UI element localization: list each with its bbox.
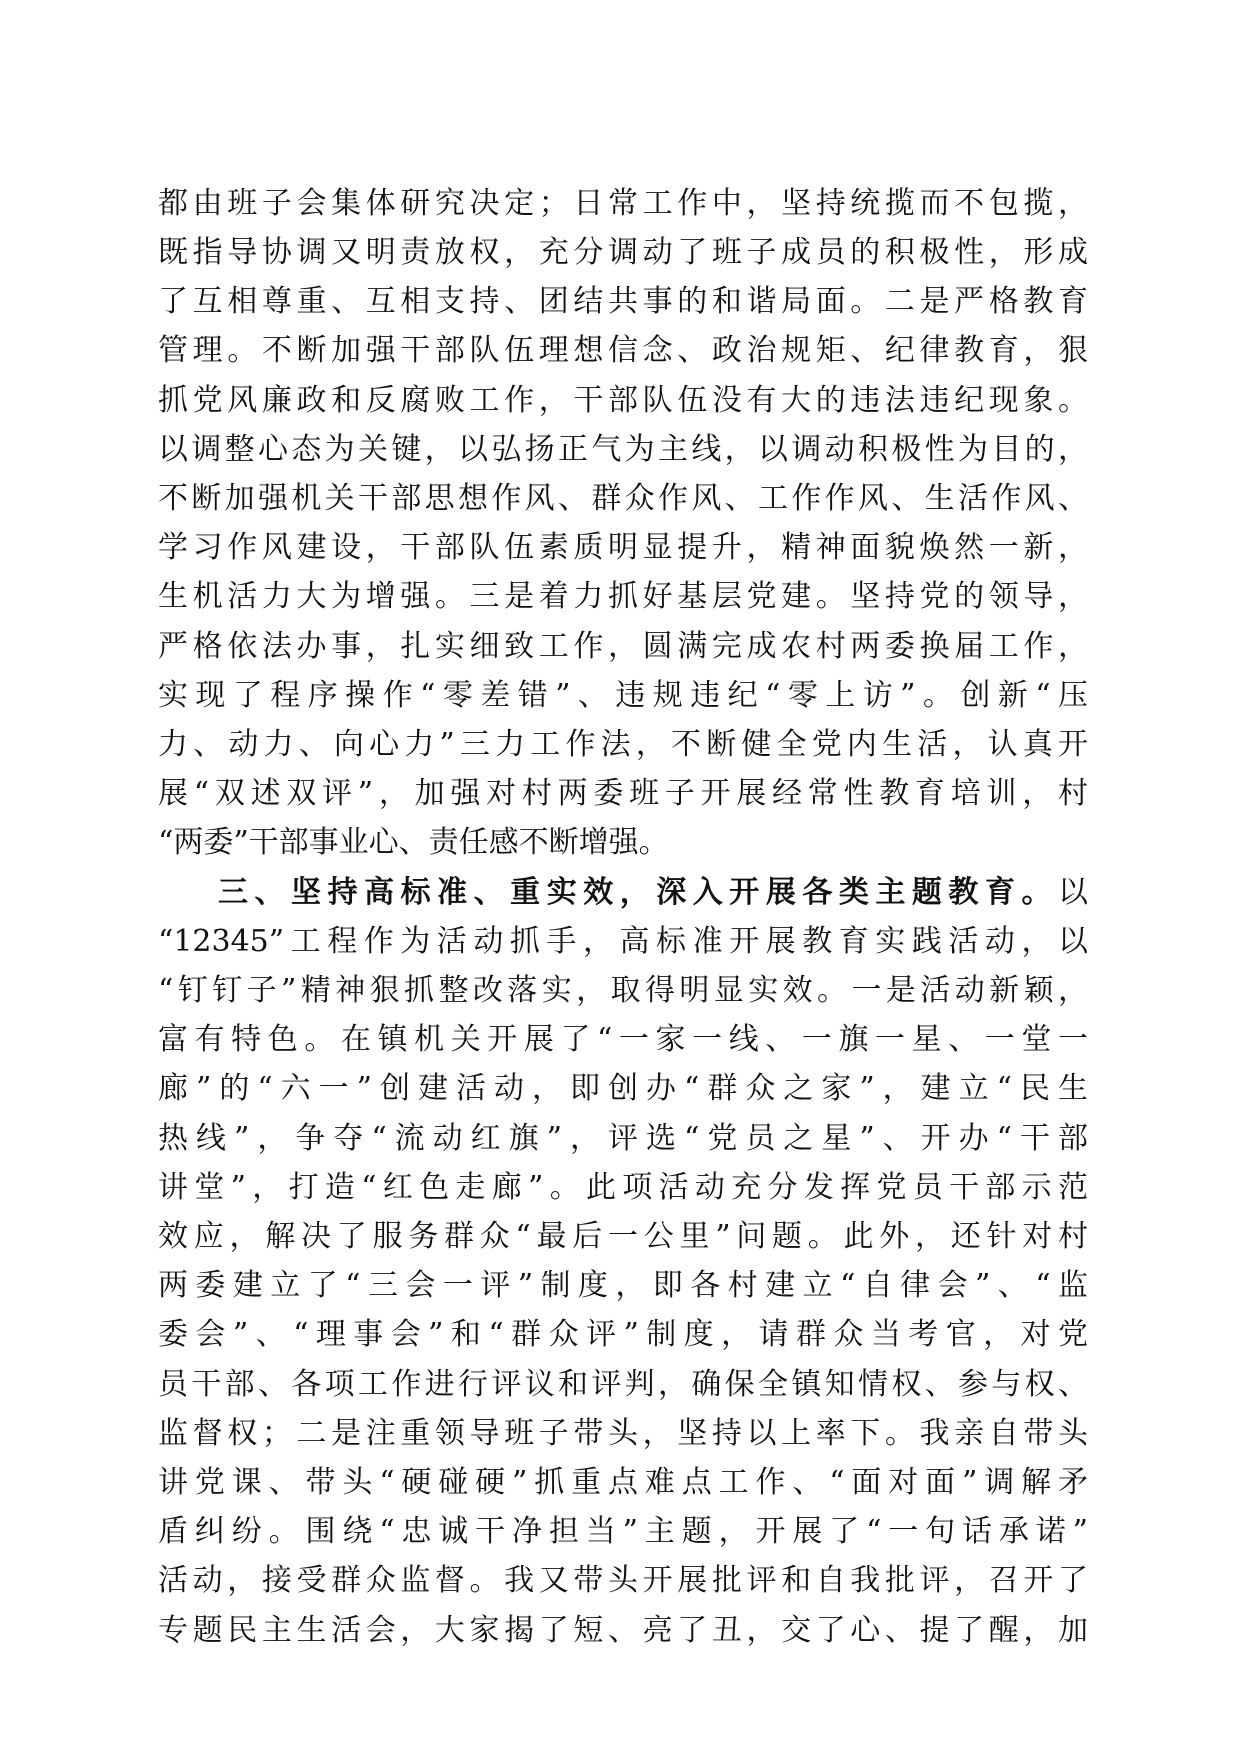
section-heading-line bbox=[218, 871, 1088, 915]
text-line: 讲堂”，打造“红色走廊”。此项活动充分发挥党员干部示范 bbox=[158, 1170, 1088, 1205]
text-line: “钉钉子”精神狠抓整改落实，取得明显实效。一是活动新颖， bbox=[158, 973, 1088, 1008]
text-line: 都由班子会集体研究决定；日常工作中，坚持统揽而不包揽， bbox=[158, 186, 1088, 221]
text-line: 实现了程序操作“零差错”、违规违纪“零上访”。创新“压 bbox=[158, 678, 1088, 713]
text-line: 生机活力大为增强。三是着力抓好基层党建。坚持党的领导， bbox=[158, 579, 1088, 614]
text-line: 专题民主生活会，大家揭了短、亮了丑，交了心、提了醒，加 bbox=[158, 1613, 1088, 1648]
text-line: “12345”工程作为活动抓手，高标准开展教育实践活动，以 bbox=[158, 924, 1088, 959]
text-line: 委会”、“理事会”和“群众评”制度，请群众当考官，对党 bbox=[158, 1317, 1088, 1352]
text-line: 热线”，争夺“流动红旗”，评选“党员之星”、开办“干部 bbox=[158, 1121, 1088, 1156]
text-line: 展“双述双评”，加强对村两委班子开展经常性教育培训，村 bbox=[158, 776, 1088, 811]
text-line: 富有特色。在镇机关开展了“一家一线、一旗一星、一堂一 bbox=[158, 1022, 1088, 1057]
text-line: 了互相尊重、互相支持、团结共事的和谐局面。二是严格教育 bbox=[158, 284, 1088, 319]
text-line: 盾纠纷。围绕“忠诚干净担当”主题，开展了“一句话承诺” bbox=[158, 1514, 1088, 1549]
section-heading: 三、坚持高标准、重实效，深入开展各类主题教育。 bbox=[218, 875, 1058, 910]
text-line: 既指导协调又明责放权，充分调动了班子成员的积极性，形成 bbox=[158, 235, 1088, 270]
text-line: 不断加强机关干部思想作风、群众作风、工作作风、生活作风、 bbox=[158, 481, 1088, 516]
text-line: 以调整心态为关键，以弘扬正气为主线，以调动积极性为目的， bbox=[158, 432, 1088, 467]
text-line: 两委建立了“三会一评”制度，即各村建立“自律会”、“监 bbox=[158, 1268, 1088, 1303]
text-line: 管理。不断加强干部队伍理想信念、政治规矩、纪律教育，狠 bbox=[158, 333, 1088, 368]
text-line: 严格依法办事，扎实细致工作，圆满完成农村两委换届工作， bbox=[158, 629, 1088, 664]
text-line: 抓党风廉政和反腐败工作，干部队伍没有大的违法违纪现象。 bbox=[158, 383, 1088, 418]
text-line: 活动，接受群众监督。我又带头开展批评和自我批评，召开了 bbox=[158, 1563, 1088, 1598]
text-line: 效应，解决了服务群众“最后一公里”问题。此外，还针对村 bbox=[158, 1219, 1088, 1254]
text-line: 讲党课、带头“硬碰硬”抓重点难点工作、“面对面”调解矛 bbox=[158, 1465, 1088, 1500]
text-line: 员干部、各项工作进行评议和评判，确保全镇知情权、参与权、 bbox=[158, 1367, 1088, 1402]
text-line: 监督权；二是注重领导班子带头，坚持以上率下。我亲自带头 bbox=[158, 1416, 1088, 1451]
heading-continuation: 以 bbox=[1058, 875, 1088, 910]
text-line: 廊”的“六一”创建活动，即创办“群众之家”，建立“民生 bbox=[158, 1071, 1088, 1106]
text-line: 力、动力、向心力”三力工作法，不断健全党内生活，认真开 bbox=[158, 727, 1088, 762]
text-line: 学习作风建设，干部队伍素质明显提升，精神面貌焕然一新， bbox=[158, 530, 1088, 565]
text-line: “两委”干部事业心、责任感不断增强。 bbox=[158, 825, 669, 860]
